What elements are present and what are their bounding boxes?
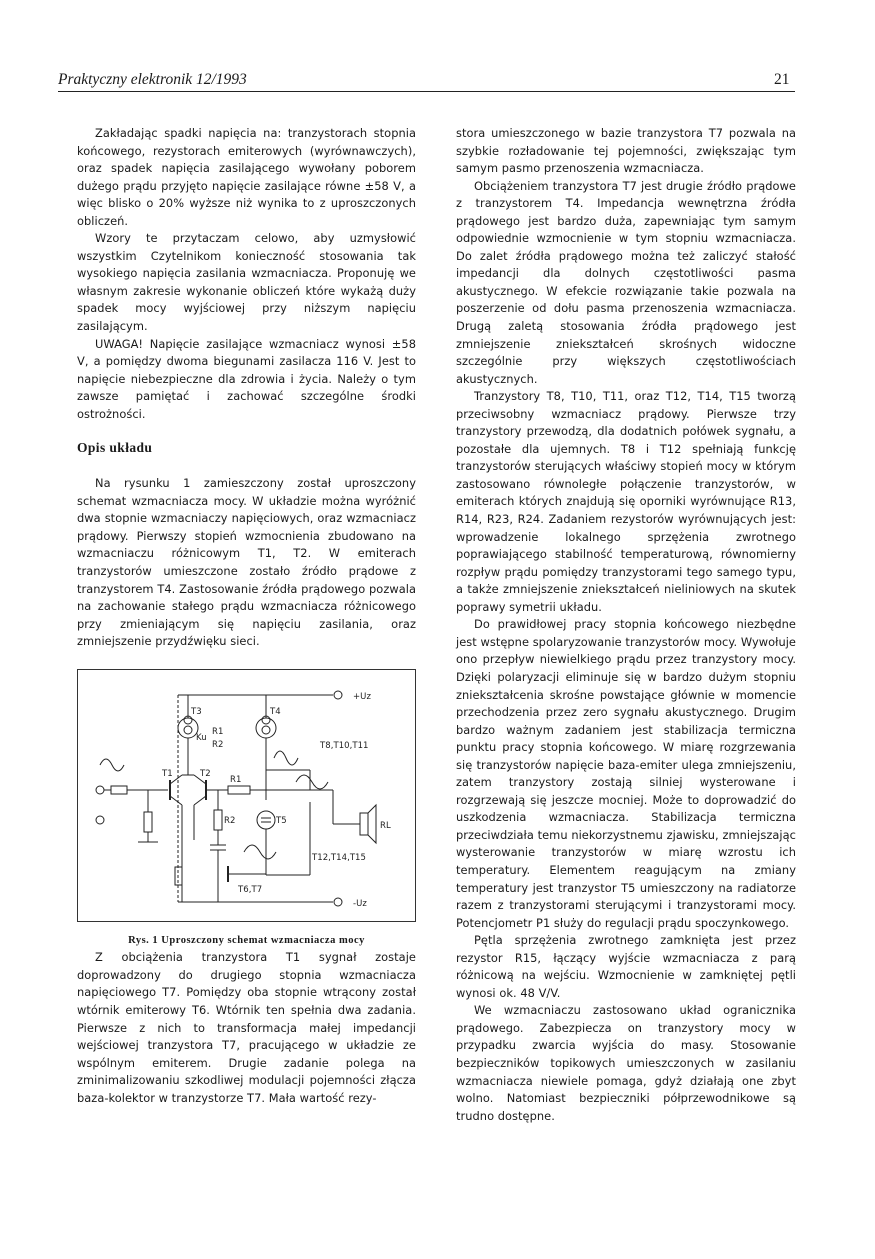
label-t2: T2 (200, 768, 211, 779)
paragraph: Do prawidłowej pracy stopnia końcowego niezbędne jest wstępne spolaryzowanie tranzystorów mocy. Wywołuje ono przepływ niewielkiego prądu przez tranzystory mocy. Dzięki polaryzacji eliminuje się w bardzo dużym stopniu zniekształcenia skrośne powstające głównie w momencie przechodzenia przez zero sygnału akustycznego. Drugim bardzo ważnym zadaniem jest stabilizacja termiczna punktu pracy stopnia końcowego. W miarę rozgrzewania się tranzystorów napięcie baza-emiter ulega zmniejszeniu, zatem tranzystory zostają silniej wysterowane i rozgrzewają się jeszcze mocniej. Może to doprowadzić do uszkodzenia wzmacniacza. Stabilizacja termiczna przeciwdziała temu niekorzystnemu zjawisku, zmniejszając wysterowanie tranzystorów w miarę wzrostu ich temperatury. Elementem reagującym na zmiany temperatury jest tranzystor T5 umieszczony na radiatorze razem z tranzystorami sterującymi i tranzystorami mocy. Potencjometr P1 służy do regulacji prądu spoczynkowego. (456, 617, 796, 930)
r1-resistor (228, 786, 250, 794)
label-t4: T4 (270, 706, 281, 717)
label-t5: T5 (276, 815, 287, 826)
paragraph: Zakładając spadki napięcia na: tranzystorach stopnia końcowego, rezystorach emiterowych (wyrównawczych), oraz spadek napięcia zasilającego wywołany poborem dużego prądu przyjęto napięcie zasilające równe ±58 V, a więc blisko o 20% wyższe niż wynika to z uproszczonych obliczeń. (77, 126, 416, 228)
negative-terminal (334, 898, 342, 906)
waveform-t4 (274, 751, 298, 765)
paragraph: We wzmacniaczu zastosowano układ ogranicznika prądowego. Zabezpiecza on tranzystory mocy w przypadku zwarcia wyjścia do masy. Stosowanie bezpieczników topikowych umieszczonych w zasilaniu wzmacniacza niewiele pomaga, gdyż działają one zbyt wolno. Natomiast bezpieczniki półprzewodnikowe są trudno dostępne. (456, 1003, 796, 1123)
label-r1: R1 (230, 774, 242, 785)
paragraph: Obciążeniem tranzystora T7 jest drugie źródło prądowe z tranzystorem T4. Impedancja wewnętrzna źródła prądowego jest bardzo duża, zapewniając tym samym odpowiednie wzmocnienie w tym stopniu wzmacniacza. Do zalet źródła prądowego można też zaliczyć stałość impedancji dla dolnych częstotliwości pasma akustycznego. W efekcie rozwiązanie takie pozwala na poszerzenie od dołu pasma przenoszenia wzmacniacza. Drugą zaletą stosowania źródła prądowego jest zmniejszenie zniekształceń skrośnych widoczne szczególnie przy większych częstotliwościach akustycznych. (456, 178, 796, 386)
paragraph: Pętla sprzężenia zwrotnego zamknięta jest przez rezystor R15, łączący wyjście wzmacniacza z parą różnicową na wejściu. Wzmocnienie w zamkniętej pętli wynosi ok. 48 V/V. (456, 933, 796, 1000)
paragraph: stora umieszczonego w bazie tranzystora T7 pozwala na szybkie rozładowanie tej pojemności, zwiększając tym samym pasmo przenoszenia wzmacniacza. (456, 126, 796, 176)
waveform-output (296, 775, 328, 789)
label-ku-r1: R1 (212, 726, 224, 737)
label-minus-uz: -Uz (353, 898, 367, 909)
label-t3: T3 (191, 706, 202, 717)
input-resistor (111, 786, 127, 794)
label-ku-r2: R2 (212, 739, 224, 750)
waveform-t7 (244, 845, 276, 859)
label-t6-t7: T6,T7 (238, 884, 263, 895)
r2-resistor (214, 810, 222, 830)
label-rl: RL (380, 820, 391, 831)
paragraph: Na rysunku 1 zamieszczony został uproszczony schemat wzmacniacza mocy. W układzie można wyróżnić dwa stopnie wzmacniaczy napięciowych, oraz wzmacniacz prądowy. Pierwszy stopień wzmocnienia zbudowano na wzmacniaczu różnicowym T1, T2. W emiterach tranzystorów umieszczone zostało źródło prądowe z tranzystorem T4. Zastosowanie źródła prądowego pozwala na zachowanie stałego prądu wzmacniacza różnicowego przy zmieniającym się napięciu zasilania, oraz zmniejszenie przydźwięku sieci. (77, 476, 416, 649)
page-number: 21 (774, 71, 790, 88)
left-column (77, 125, 416, 1107)
t5-bias-transistor (257, 811, 275, 829)
paragraph: Tranzystory T8, T10, T11, oraz T12, T14, T15 tworzą przeciwsobny wzmacniacz prądowy. Pierwsze trzy tranzystory przewodzą, dla dodatnich połówek sygnału, a pozostałe dla ujemnych. T8 i T12 spełniają funkcję tranzystorów sterujących właściwy stopień mocy w którym zastosowano równoległe połączenie tranzystorów, w emiterach których znajdują się oporniki wyrównujące R13, R14, R23, R24. Zadaniem rezystorów wyrównujących jest: wprowadzenie lokalnego sprzężenia zwrotnego poprawiającego stabilność temperaturową, równomierny rozpływ prądu pomiędzy tranzystorami tego samego typu, a także zmniejszenie zniekształceń nieliniowych na skutek poprawy symetrii układu. (456, 389, 796, 614)
label-r2: R2 (224, 815, 236, 826)
label-ku: Ku (196, 732, 207, 743)
label-plus-uz: +Uz (353, 691, 371, 702)
label-t12-t14-t15: T12,T14,T15 (312, 852, 366, 863)
amplifier-schematic (78, 670, 417, 923)
journal-title: Praktyczny elektronik 12/1993 (58, 71, 247, 88)
label-t1: T1 (162, 768, 173, 779)
schematic-figure (77, 669, 416, 922)
figure-caption: Rys. 1 Uproszczony schemat wzmacniacza mocy (128, 934, 365, 946)
paragraph: Wzory te przytaczam celowo, aby uzmysłowić wszystkim Czytelnikom konieczność stosowania tak wysokiego napięcia zasilania wzmacniacza. Proponuję we własnym zakresie wykonanie obliczeń które wykażą duży spadek mocy wyjściowej przy niższym napięciu zasilającym. (77, 231, 416, 334)
positive-terminal (334, 691, 342, 699)
current-source-t3 (178, 718, 198, 738)
section-title: Opis układu (77, 440, 153, 456)
label-t8-t10-t11: T8,T10,T11 (320, 740, 369, 751)
ground-terminal (96, 816, 104, 824)
input-terminal (96, 786, 104, 794)
speaker-rl (360, 813, 368, 835)
current-source-t4 (256, 718, 276, 738)
input-waveform (100, 759, 124, 771)
right-column (456, 125, 796, 1125)
paragraph: Z obciążenia tranzystora T1 sygnał zostaje doprowadzony do drugiego stopnia wzmacniacza napięciowego T7. Pomiędzy oba stopnie wtrącony został wtórnik emiterowy T6. Wtórnik ten spełnia dwa zadania. Pierwsze z nich to transformacja małej impedancji wejściowej tranzystora T7, pracującego w układzie ze wspólnym emiterem. Drugie zadanie polega na zminimalizowaniu szkodliwej modulacji pojemności złącza baza-kolektor w tranzystorze T7. Mała wartość rezy- (77, 950, 416, 1105)
header-rule (58, 91, 795, 92)
paragraph: UWAGA! Napięcie zasilające wzmacniacz wynosi ±58 V, a pomiędzy dwoma biegunami zasilacza 116 V. Jest to napięcie niebezpieczne dla zdrowia i życia. Należy o tym zawsze pamiętać i zachować szczególne środki ostrożności. (77, 336, 416, 421)
